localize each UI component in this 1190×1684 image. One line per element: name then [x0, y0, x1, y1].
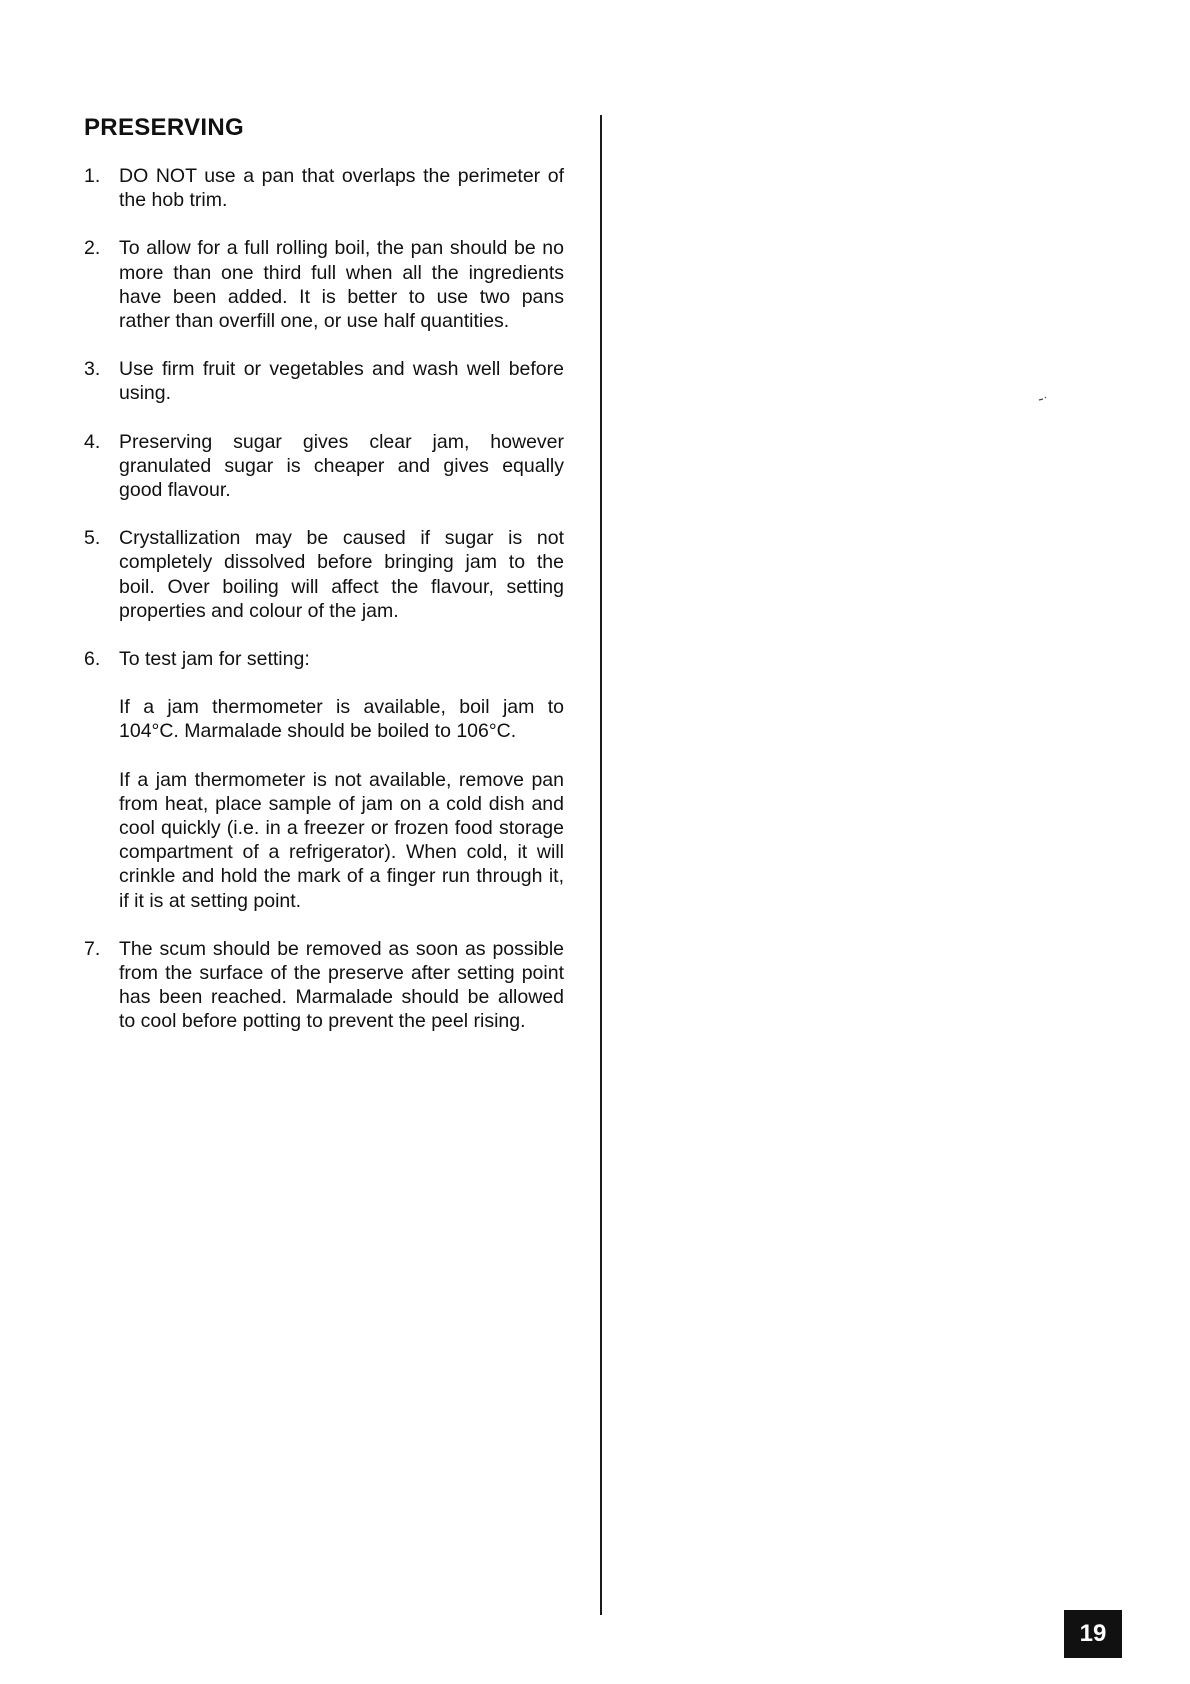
page-number: 19 [1064, 1610, 1122, 1658]
list-item-6 [84, 647, 564, 913]
list-item-3 [84, 357, 564, 405]
item-text: Crystallization may be caused if sugar is not completely dissolved before bringing jam to the boil. Over boiling will affect the flavour, setting properties and colour of the jam. [119, 527, 564, 622]
item-number: 5. [84, 527, 101, 550]
list-item-5 [84, 526, 564, 623]
item-body [119, 357, 564, 405]
item-text: The scum should be removed as soon as possible from the surface of the preserve after setting point has been reached. Marmalade should be allowed to cool before potting to prevent the peel rising. [119, 937, 564, 1033]
item-body [119, 236, 564, 333]
item-text: DO NOT use a pan that overlaps the perimeter of the hob trim. [119, 165, 564, 212]
item-body [119, 526, 564, 623]
item-body [119, 164, 564, 212]
section-heading: PRESERVING [84, 114, 244, 141]
item-text: If a jam thermometer is not available, remove pan from heat, place sample of jam on a cold dish and cool quickly (i.e. in a freezer or frozen food storage compartment of a refrigerator). When cold, it will crinkle and hold the mark of a finger run through it, if it is at setting point. [119, 768, 564, 912]
scan-speck [1038, 395, 1048, 403]
item-text: Preserving sugar gives clear jam, however granulated sugar is cheaper and gives equally good flavour. [119, 430, 564, 502]
list-item-2 [84, 236, 564, 333]
list-item-7 [84, 937, 564, 1034]
list-item-1 [84, 164, 564, 212]
preserving-section [84, 112, 564, 1058]
item-number: 4. [84, 430, 101, 453]
list-item-4 [84, 430, 564, 503]
item-number: 7. [84, 937, 101, 960]
item-text: To allow for a full rolling boil, the pan should be no more than one third full when all the ingredients have been added. It is better to use two pans rather than overfill one, or use half quantities. [119, 237, 564, 333]
item-body [119, 430, 564, 503]
item-body [119, 647, 564, 913]
item-number: 1. [84, 165, 101, 187]
column-divider [600, 115, 602, 1615]
item-number: 6. [84, 648, 101, 671]
item-body [119, 937, 564, 1034]
item-number: 3. [84, 358, 101, 381]
item-text: Use firm fruit or vegetables and wash well before using. [119, 358, 564, 405]
item-text: If a jam thermometer is available, boil jam to 104°C. Marmalade should be boiled to 106°C. [119, 696, 564, 743]
item-number: 2. [84, 237, 101, 260]
item-text: To test jam for setting: [119, 648, 310, 671]
